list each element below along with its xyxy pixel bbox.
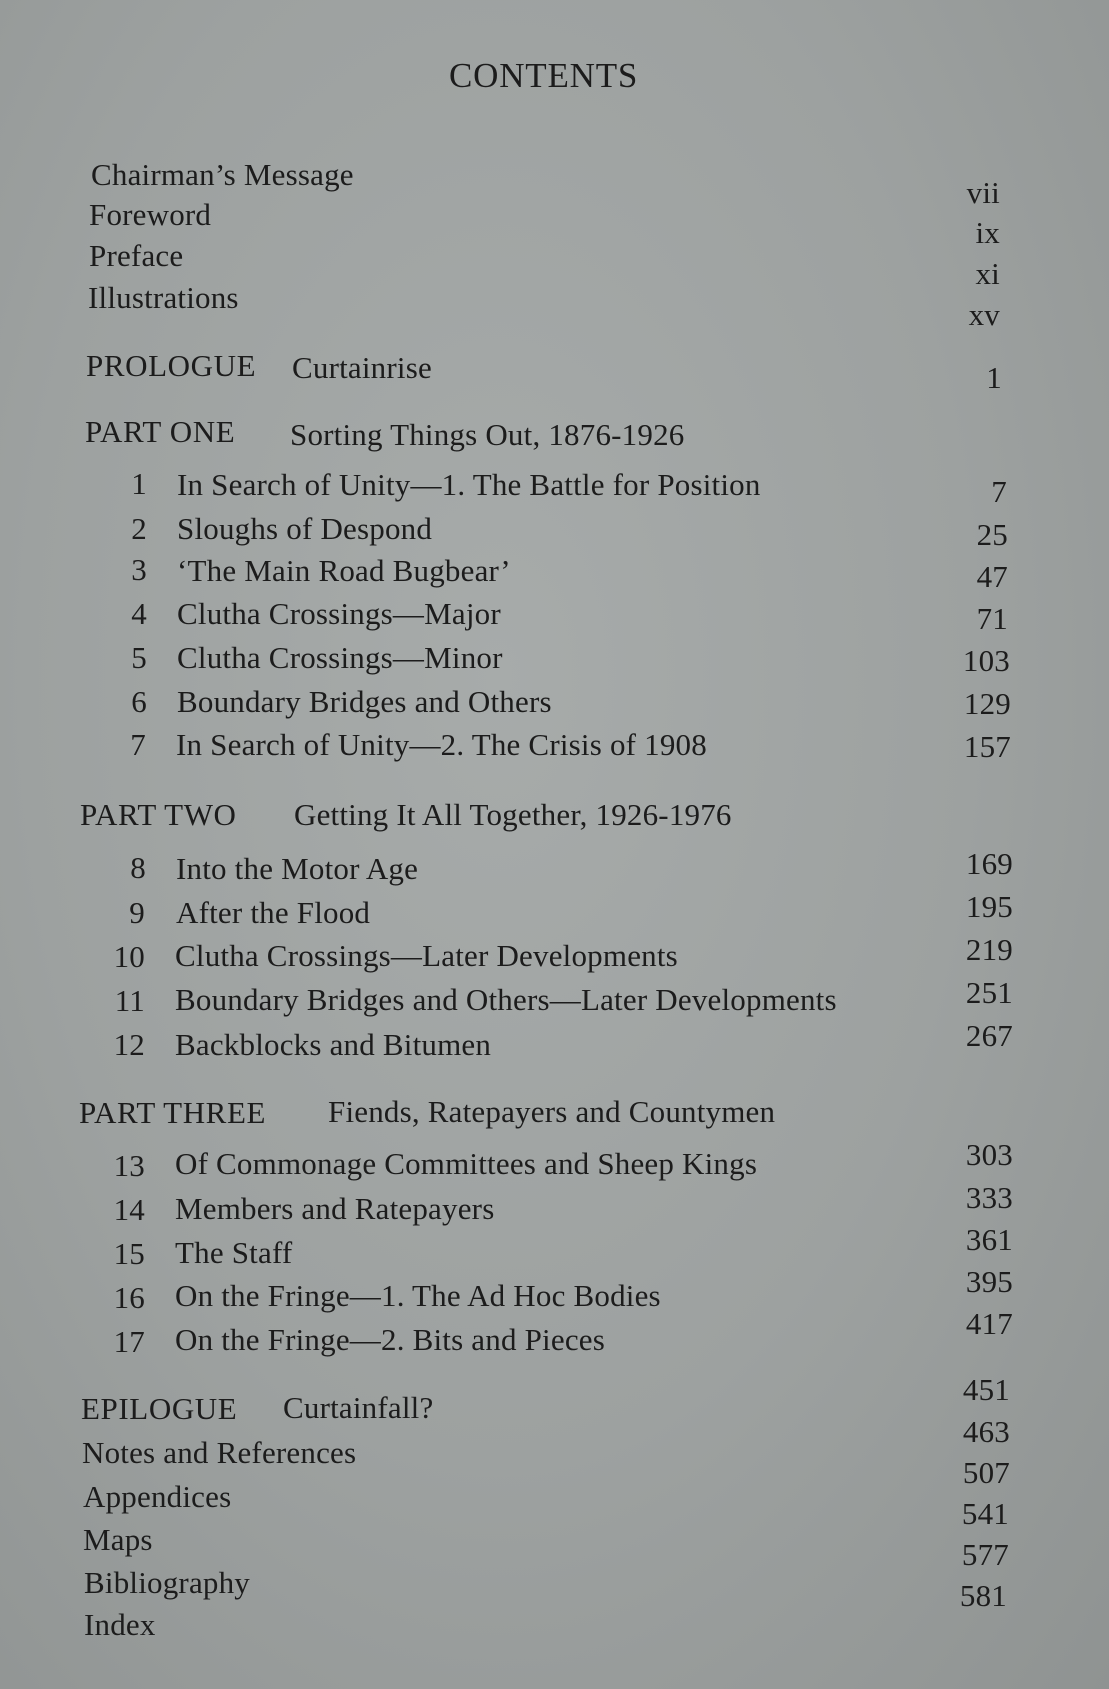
- chapter-page: 25: [976, 517, 1008, 552]
- chapter-page: 71: [976, 601, 1008, 636]
- chapter-number: 8: [130, 850, 146, 885]
- epilogue-heading: EPILOGUE: [81, 1391, 238, 1426]
- chapter-title: Into the Motor Age: [176, 851, 419, 886]
- chapter-page: 267: [965, 1018, 1013, 1053]
- part-title: Sorting Things Out, 1876-1926: [290, 417, 685, 452]
- front-item-page: ix: [975, 215, 1000, 250]
- front-item-page: xv: [968, 297, 1000, 332]
- chapter-number: 10: [113, 939, 145, 974]
- front-item-page: vii: [966, 175, 1000, 210]
- chapter-title: Boundary Bridges and Others: [177, 684, 552, 719]
- chapter-title: Backblocks and Bitumen: [175, 1027, 492, 1062]
- page-title: CONTENTS: [449, 56, 639, 95]
- part-heading: PART THREE: [79, 1095, 267, 1130]
- chapter-page: 417: [965, 1306, 1013, 1341]
- front-item-page: xi: [975, 256, 1000, 291]
- chapter-page: 361: [965, 1222, 1013, 1257]
- chapter-title: Members and Ratepayers: [175, 1191, 495, 1226]
- chapter-title: In Search of Unity—2. The Crisis of 1908: [176, 727, 707, 762]
- chapter-page: 333: [965, 1180, 1013, 1215]
- chapter-number: 4: [131, 596, 147, 631]
- chapter-number: 16: [113, 1280, 145, 1315]
- chapter-title: Clutha Crossings—Minor: [177, 640, 503, 675]
- chapter-number: 14: [113, 1192, 145, 1227]
- chapter-title: The Staff: [175, 1235, 293, 1270]
- chapter-number: 3: [131, 552, 147, 587]
- chapter-page: 157: [963, 729, 1011, 764]
- front-item-label: Preface: [89, 238, 184, 273]
- chapter-title: Of Commonage Committees and Sheep Kings: [175, 1146, 758, 1181]
- front-item-label: Illustrations: [88, 280, 239, 315]
- front-item-label: Foreword: [89, 197, 212, 232]
- prologue-heading: PROLOGUE: [86, 348, 257, 383]
- epilogue-title: Curtainfall?: [283, 1390, 434, 1425]
- prologue-title: Curtainrise: [292, 350, 432, 385]
- chapter-page: 395: [965, 1264, 1013, 1299]
- chapter-title: On the Fringe—1. The Ad Hoc Bodies: [175, 1278, 661, 1313]
- chapter-page: 251: [965, 975, 1013, 1010]
- chapter-page: 169: [965, 846, 1013, 881]
- chapter-number: 5: [131, 640, 147, 675]
- chapter-page: 129: [963, 686, 1011, 721]
- back-item-label: Maps: [83, 1522, 153, 1557]
- chapter-title: In Search of Unity—1. The Battle for Position: [177, 467, 761, 502]
- chapter-page: 47: [976, 559, 1008, 594]
- back-item-label: Bibliography: [84, 1565, 250, 1600]
- prologue-page: 1: [986, 360, 1002, 395]
- chapter-number: 9: [129, 895, 145, 930]
- chapter-title: Sloughs of Despond: [177, 511, 433, 546]
- chapter-title: Boundary Bridges and Others—Later Developments: [175, 982, 837, 1017]
- chapter-page: 195: [965, 889, 1013, 924]
- chapter-number: 7: [130, 727, 146, 762]
- chapter-number: 13: [113, 1148, 145, 1183]
- back-item-label: Notes and References: [82, 1435, 357, 1470]
- back-page-number: 581: [959, 1578, 1007, 1613]
- chapter-title: ‘The Main Road Bugbear’: [177, 553, 511, 588]
- chapter-number: 6: [131, 684, 147, 719]
- back-item-label: Appendices: [83, 1479, 232, 1514]
- back-page-number: 541: [961, 1496, 1009, 1531]
- chapter-number: 17: [113, 1324, 145, 1359]
- chapter-number: 1: [131, 466, 147, 501]
- front-item-label: Chairman’s Message: [91, 157, 354, 192]
- back-page-number: 463: [962, 1414, 1010, 1449]
- chapter-page: 303: [965, 1137, 1013, 1172]
- chapter-number: 11: [114, 983, 145, 1018]
- chapter-title: On the Fringe—2. Bits and Pieces: [175, 1322, 606, 1357]
- chapter-page: 103: [962, 643, 1010, 678]
- part-title: Fiends, Ratepayers and Countymen: [328, 1094, 776, 1129]
- chapter-page: 219: [965, 932, 1013, 967]
- chapter-page: 7: [991, 474, 1007, 509]
- chapter-number: 15: [113, 1236, 145, 1271]
- part-title: Getting It All Together, 1926-1976: [294, 797, 732, 832]
- back-page-number: 451: [962, 1372, 1010, 1407]
- part-heading: PART ONE: [85, 414, 236, 449]
- chapter-title: Clutha Crossings—Major: [177, 596, 501, 631]
- chapter-title: After the Flood: [176, 895, 371, 930]
- chapter-number: 2: [131, 511, 147, 546]
- part-heading: PART TWO: [80, 797, 237, 832]
- chapter-number: 12: [113, 1027, 145, 1062]
- back-page-number: 577: [961, 1537, 1009, 1572]
- back-item-label: Index: [84, 1607, 156, 1642]
- back-page-number: 507: [962, 1455, 1010, 1490]
- chapter-title: Clutha Crossings—Later Developments: [175, 938, 678, 973]
